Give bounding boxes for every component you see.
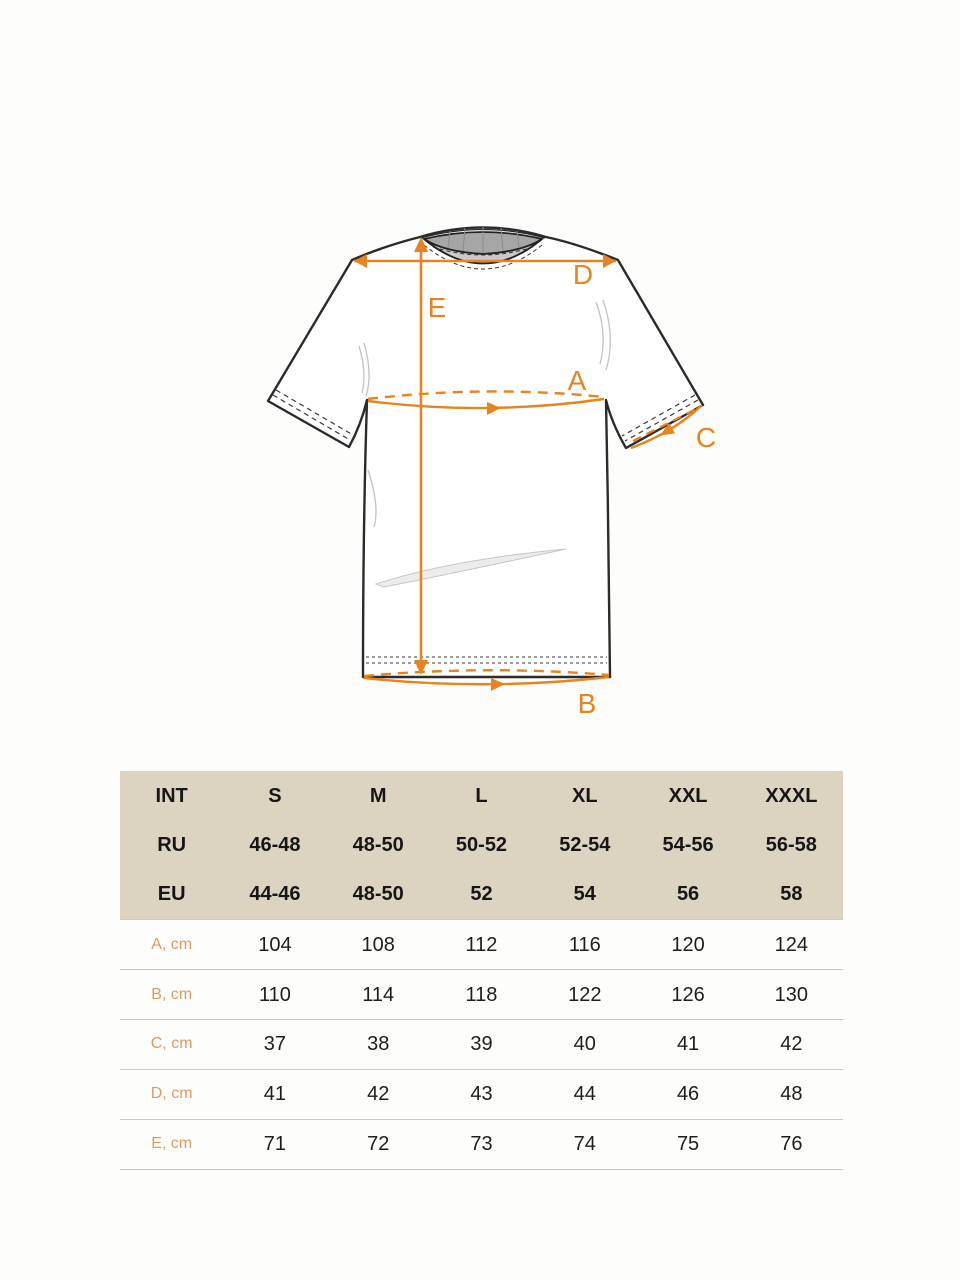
size-table-measurements [120, 919, 843, 1169]
size-cell: 54-56 [662, 834, 714, 857]
size-cell: 56-58 [765, 834, 817, 857]
value-cell: 74 [573, 1133, 596, 1156]
size-cell: XXL [668, 784, 708, 807]
value-cell: 122 [568, 983, 602, 1006]
row-label-d-cm: D, cm [150, 1085, 193, 1103]
size-cell: 54 [573, 883, 596, 906]
value-cell: 71 [263, 1133, 287, 1156]
value-cell: 75 [676, 1133, 700, 1156]
row-label-e-cm: E, cm [151, 1135, 193, 1153]
value-cell: 48 [780, 1083, 803, 1106]
measurement-row-b [120, 969, 843, 1019]
value-cell: 42 [367, 1083, 390, 1106]
size-cell: 52 [470, 883, 493, 906]
measurement-row-a [120, 919, 843, 969]
tshirt-outline [268, 228, 703, 678]
value-cell: 130 [774, 983, 809, 1006]
value-cell: 46 [676, 1083, 700, 1106]
size-cell: 58 [780, 883, 803, 906]
measure-label-c: C [695, 422, 717, 453]
value-cell: 112 [465, 933, 498, 956]
measurement-row-d [120, 1069, 843, 1119]
value-cell: 124 [774, 933, 809, 956]
size-table [120, 771, 843, 1170]
value-cell: 43 [470, 1083, 493, 1106]
row-header-int: INT [155, 784, 188, 807]
value-cell: 114 [362, 983, 395, 1006]
size-cell: 44-46 [249, 883, 301, 906]
size-table-row-int [120, 771, 843, 820]
size-cell: 56 [676, 883, 700, 906]
value-cell: 104 [258, 933, 292, 956]
value-cell: 126 [671, 983, 705, 1006]
size-cell: S [268, 784, 282, 807]
value-cell: 110 [258, 983, 291, 1006]
size-table-row-ru [120, 820, 843, 869]
size-cell: L [475, 784, 488, 807]
value-cell: 42 [780, 1033, 803, 1056]
value-cell: 76 [780, 1133, 803, 1156]
size-cell: 48-50 [352, 834, 404, 857]
size-table-header [120, 771, 843, 919]
row-label-c-cm: C, cm [150, 1035, 193, 1053]
value-cell: 44 [573, 1083, 596, 1106]
measure-label-d: D [572, 259, 594, 290]
size-cell: XXXL [765, 784, 818, 807]
measure-label-e: E [427, 292, 447, 323]
value-cell: 120 [671, 933, 705, 956]
size-table-row-eu [120, 870, 843, 919]
value-cell: 118 [465, 983, 498, 1006]
value-cell: 40 [573, 1033, 596, 1056]
row-label-b-cm: B, cm [151, 985, 193, 1003]
value-cell: 41 [263, 1083, 287, 1106]
value-cell: 116 [568, 933, 601, 956]
value-cell: 38 [367, 1033, 390, 1056]
value-cell: 37 [263, 1033, 287, 1056]
value-cell: 39 [470, 1033, 493, 1056]
row-header-eu: EU [157, 883, 186, 906]
row-label-a-cm: A, cm [151, 935, 193, 953]
size-cell: 50-52 [455, 834, 508, 857]
size-cell: 52-54 [559, 834, 611, 857]
size-cell: 48-50 [352, 883, 404, 906]
measure-label-a: A [567, 365, 587, 396]
measurement-row-e [120, 1119, 843, 1170]
measure-label-b: B [577, 688, 597, 719]
value-cell: 72 [367, 1133, 390, 1156]
size-cell: M [369, 784, 387, 807]
value-cell: 73 [470, 1133, 493, 1156]
size-cell: 46-48 [249, 834, 301, 857]
size-cell: XL [572, 784, 598, 807]
value-cell: 41 [676, 1033, 700, 1056]
row-header-ru: RU [157, 834, 187, 857]
measurement-row-c [120, 1019, 843, 1069]
value-cell: 108 [361, 933, 395, 956]
